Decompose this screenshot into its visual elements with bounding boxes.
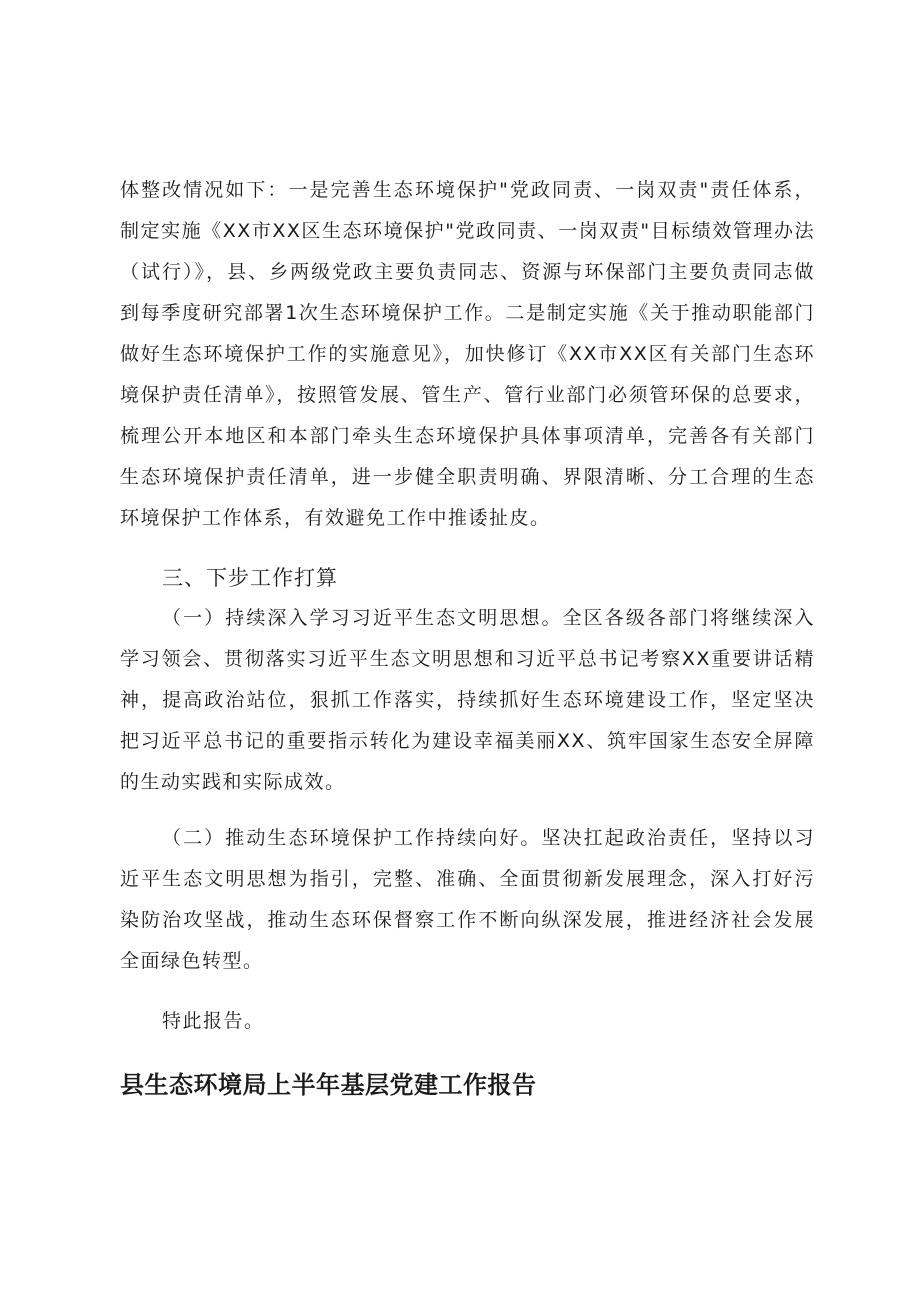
next-document-title: 县生态环境局上半年基层党建工作报告 — [120, 1071, 537, 1099]
body-paragraph-item-2: （二）推动生态环境保护工作持续向好。坚决扛起政治责任，坚持以习近平生态文明思想为指引，完整、准确、全面贯彻新发展理念，深入打好污染防治攻坚战，推动生态环保督察工作不断向纵深发展，推进经济社会发展全面绿色转型。 — [120, 827, 815, 972]
body-paragraph-item-1: （一）持续深入学习习近平生态文明思想。全区各级各部门将继续深入学习领会、贯彻落实习近平生态文明思想和习近平总书记考察XX重要讲话精神，提高政治站位，狠抓工作落实，持续抓好生态环境建设工作，坚定坚决把习近平总书记的重要指示转化为建设幸福美丽XX、筑牢国家生态安全屏障的生动实践和实际成效。 — [120, 607, 815, 793]
body-paragraph-rectification: 体整改情况如下：一是完善生态环境保护"党政同责、一岗双责"责任体系，制定实施《XX市XX区生态环境保护"党政同责、一岗双责"目标绩效管理办法（试行）》，县、乡两级党政主要负责同志、资源与环保部门主要负责同志做到每季度研究部署1次生态环境保护工作。二是制定实施《关于推动职能部门做好生态环境保护工作的实施意见》，加快修订《XX市XX区有关部门生态环境保护责任清单》，按照管发展、管生产、管行业部门必须管环保的总要求，梳理公开本地区和本部门牵头生态环境保护具体事项清单，完善各有关部门生态环境保护责任清单，进一步健全职责明确、界限清晰、分工合理的生态环境保护工作体系，有效避免工作中推诿扯皮。 — [120, 179, 815, 529]
section-heading-next-steps: 三、下步工作打算 — [162, 566, 338, 590]
closing-remark: 特此报告。 — [162, 1010, 265, 1032]
